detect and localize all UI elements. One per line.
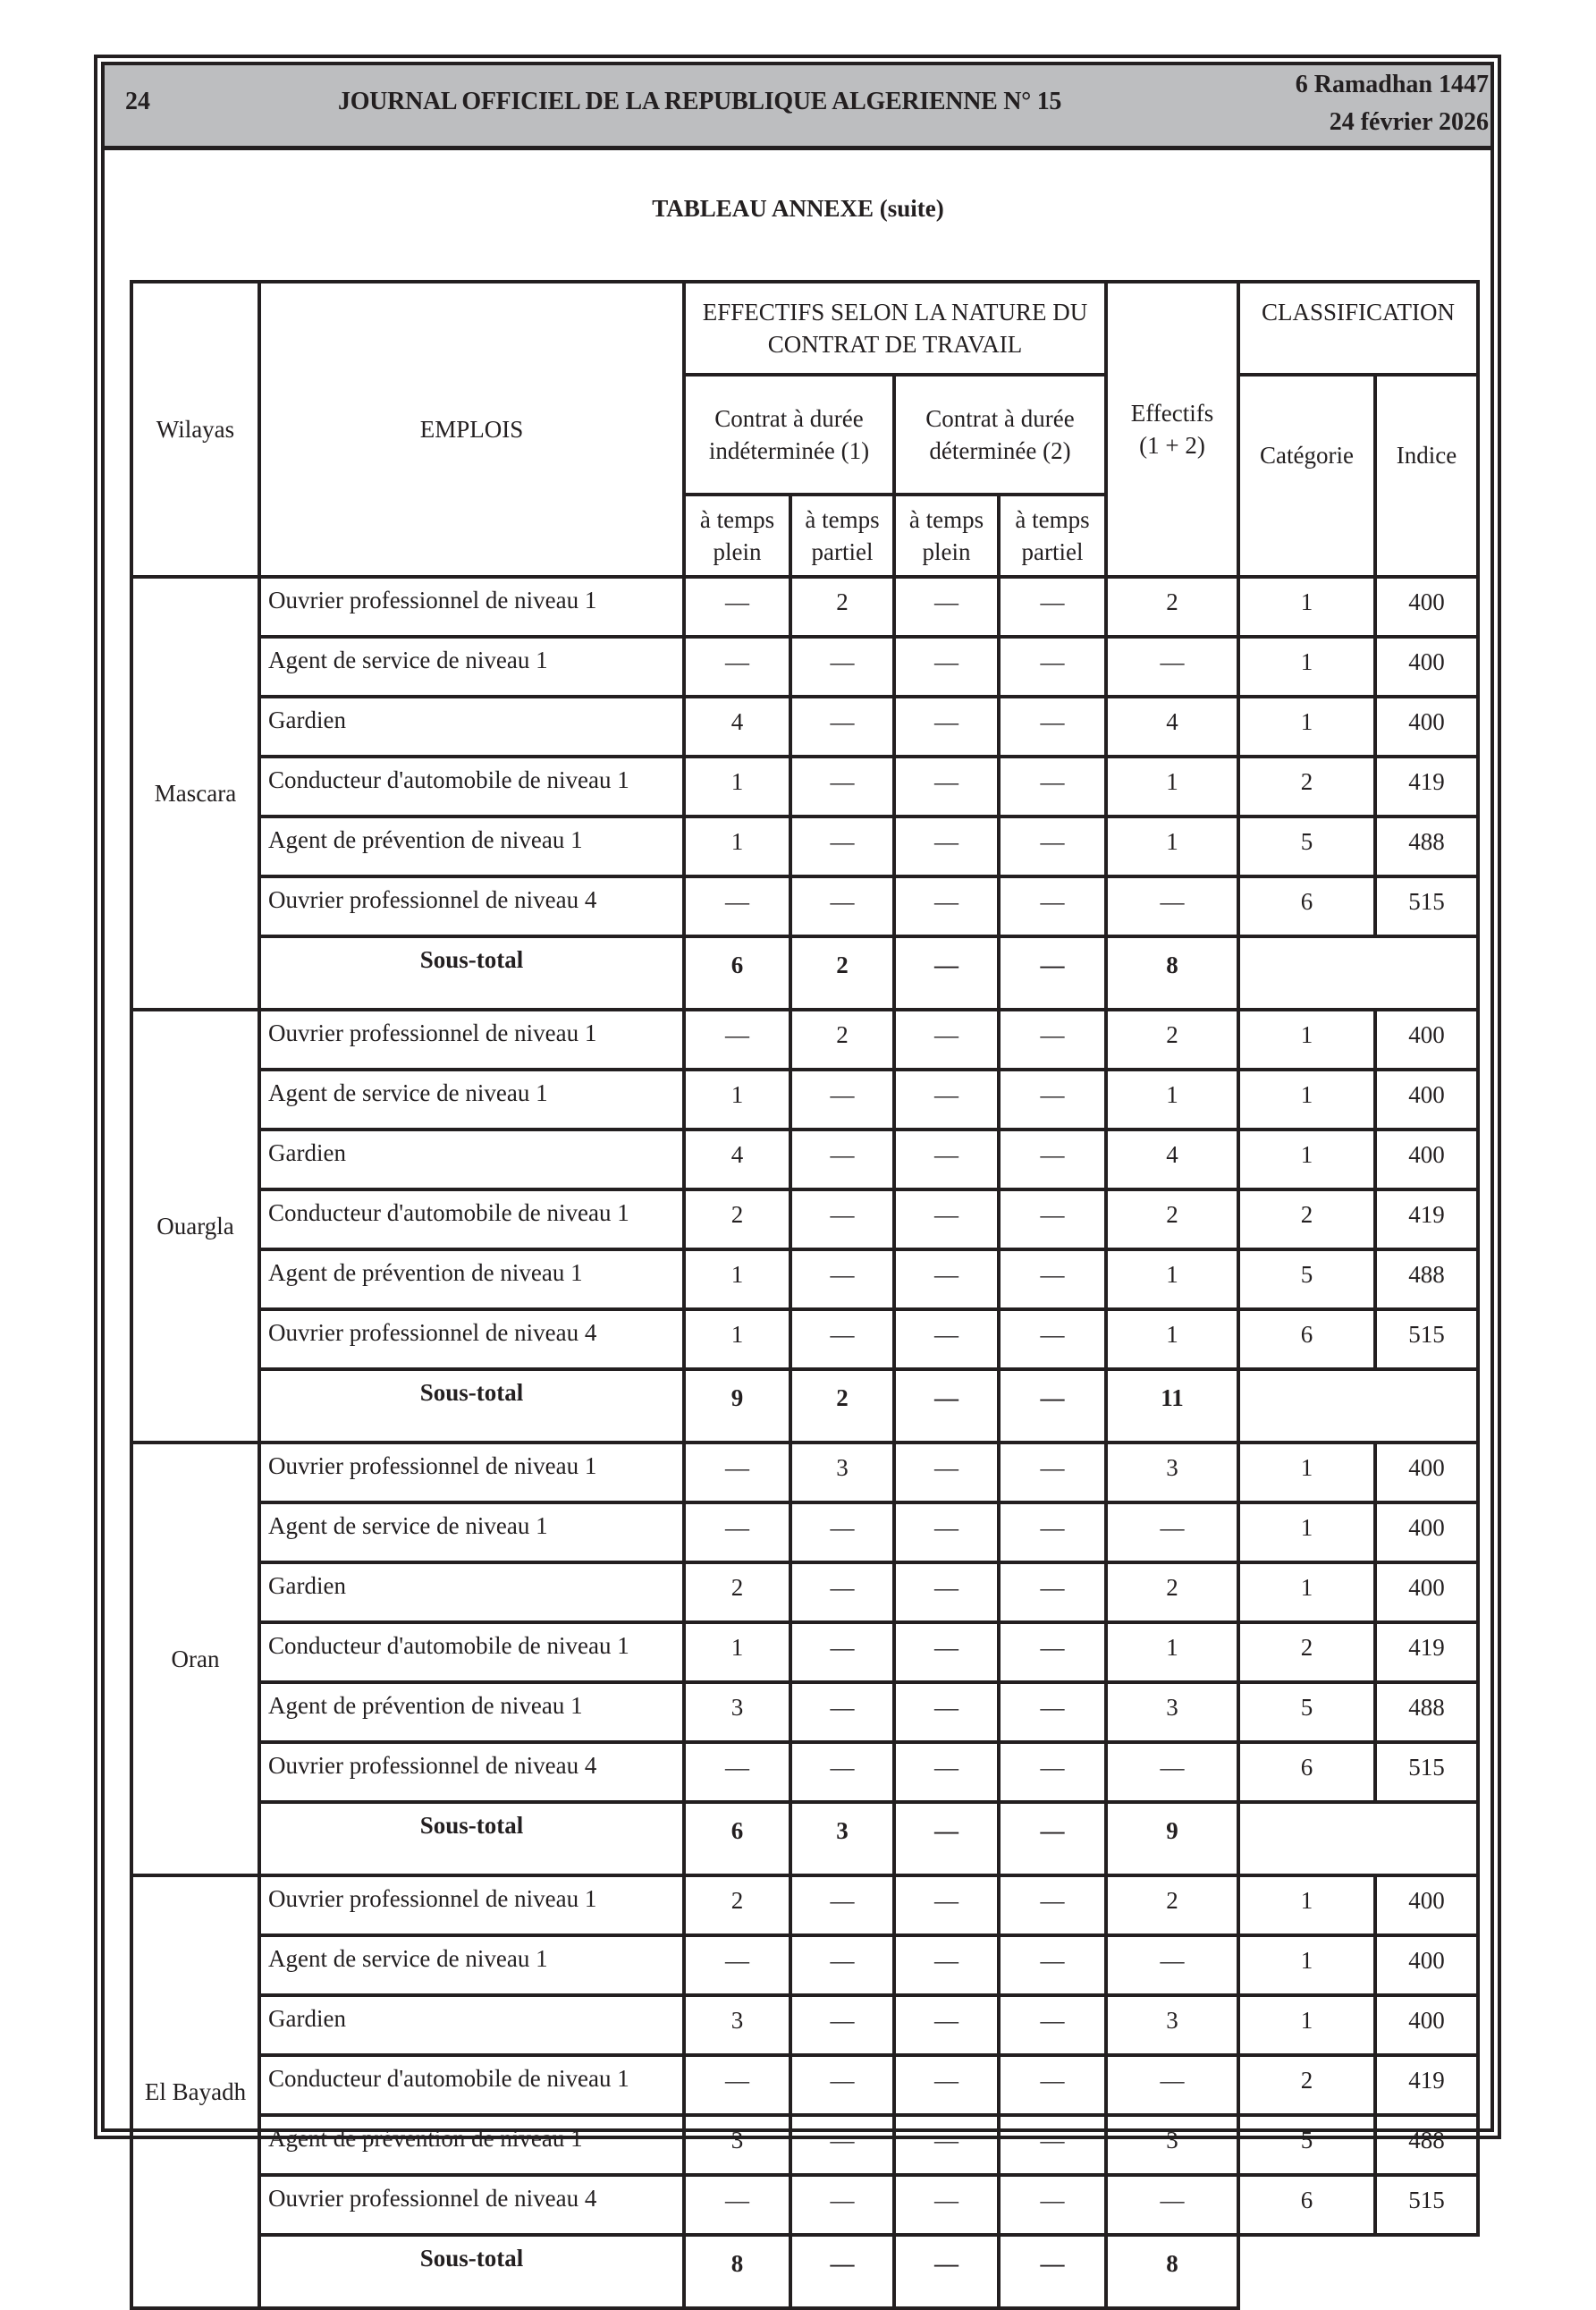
cdi-plein-cell: — — [684, 1010, 790, 1070]
table-row — [131, 1935, 1478, 1995]
categorie-cell: 6 — [1238, 1742, 1375, 1802]
col-header-cdi-plein: à temps plein — [684, 495, 790, 577]
cdd-partiel-cell: — — [999, 876, 1106, 936]
categorie-cell: 1 — [1238, 1010, 1375, 1070]
total-cell: — — [1106, 2175, 1238, 2235]
table-row — [131, 697, 1478, 757]
cdd-partiel-cell: — — [999, 1682, 1106, 1742]
emploi-cell: Agent de prévention de niveau 1 — [259, 817, 684, 876]
emploi-cell: Ouvrier professionnel de niveau 4 — [259, 2175, 684, 2235]
cdi-partiel-cell: — — [790, 1130, 894, 1189]
cdi-partiel-cell: — — [790, 1875, 894, 1935]
cdi-partiel-cell: 3 — [790, 1443, 894, 1502]
cdd-plein-cell: — — [894, 637, 999, 697]
cdd-partiel-cell: — — [999, 1502, 1106, 1562]
cdd-plein-cell: — — [894, 1189, 999, 1249]
cdd-partiel-cell: — — [999, 1875, 1106, 1935]
indice-cell: 515 — [1375, 2175, 1478, 2235]
table-row — [131, 1875, 1478, 1935]
indice-cell: 400 — [1375, 637, 1478, 697]
col-header-classification: CLASSIFICATION — [1238, 282, 1478, 375]
cdd-plein-cell: — — [894, 1562, 999, 1622]
sous-total-total: 11 — [1106, 1369, 1238, 1443]
cdi-plein-cell: 1 — [684, 1622, 790, 1682]
cdi-partiel-cell: — — [790, 697, 894, 757]
cdi-plein-cell: 4 — [684, 1130, 790, 1189]
cdd-partiel-cell: — — [999, 1443, 1106, 1502]
cdd-plein-cell: — — [894, 1935, 999, 1995]
cdi-partiel-cell: — — [790, 1562, 894, 1622]
table-row — [131, 1249, 1478, 1309]
cdd-partiel-cell: — — [999, 1309, 1106, 1369]
cdi-plein-cell: 1 — [684, 1070, 790, 1130]
cdi-partiel-cell: 2 — [790, 577, 894, 637]
table-body — [131, 577, 1478, 2308]
indice-cell: 515 — [1375, 1742, 1478, 1802]
sous-total-cdi-plein: 9 — [684, 1369, 790, 1443]
cdd-plein-cell: — — [894, 1742, 999, 1802]
categorie-cell: 6 — [1238, 876, 1375, 936]
categorie-cell: 1 — [1238, 1502, 1375, 1562]
sous-total-cdi-partiel: — — [790, 2235, 894, 2308]
col-header-effectifs-total: Effectifs (1 + 2) — [1106, 282, 1238, 577]
cdd-plein-cell: — — [894, 1622, 999, 1682]
cdi-plein-cell: 2 — [684, 1189, 790, 1249]
indice-cell: 419 — [1375, 1622, 1478, 1682]
table-row — [131, 2115, 1478, 2175]
cdd-partiel-cell: — — [999, 697, 1106, 757]
cdi-partiel-cell: — — [790, 1742, 894, 1802]
sous-total-cdd-partiel: — — [999, 2235, 1106, 2308]
emploi-cell: Agent de service de niveau 1 — [259, 1502, 684, 1562]
total-cell: — — [1106, 876, 1238, 936]
col-header-cdd-partiel: à temps partiel — [999, 495, 1106, 577]
total-cell: 2 — [1106, 577, 1238, 637]
cdd-partiel-cell: — — [999, 2115, 1106, 2175]
total-cell: 2 — [1106, 1875, 1238, 1935]
cdd-partiel-cell: — — [999, 817, 1106, 876]
table-row — [131, 1130, 1478, 1189]
sous-total-label: Sous-total — [259, 1802, 684, 1875]
cdd-plein-cell: — — [894, 2175, 999, 2235]
cdi-partiel-cell: 2 — [790, 1010, 894, 1070]
cdd-plein-cell: — — [894, 1875, 999, 1935]
total-cell: 3 — [1106, 2115, 1238, 2175]
wilaya-name: El Bayadh — [131, 1875, 259, 2308]
cdi-plein-cell: — — [684, 2175, 790, 2235]
cdd-plein-cell: — — [894, 2055, 999, 2115]
indice-cell: 515 — [1375, 1309, 1478, 1369]
sous-total-cdi-plein: 6 — [684, 1802, 790, 1875]
date-gregorian: 24 février 2026 — [1329, 108, 1489, 136]
table-row — [131, 1995, 1478, 2055]
col-header-categorie: Catégorie — [1238, 375, 1375, 577]
categorie-cell: 2 — [1238, 1189, 1375, 1249]
emploi-cell: Ouvrier professionnel de niveau 4 — [259, 1742, 684, 1802]
sous-total-cdd-partiel: — — [999, 1802, 1106, 1875]
sous-total-classification-empty — [1238, 936, 1478, 1010]
cdd-plein-cell: — — [894, 1443, 999, 1502]
emploi-cell: Conducteur d'automobile de niveau 1 — [259, 757, 684, 817]
table-title: TABLEAU ANNEXE (suite) — [652, 195, 944, 222]
col-header-indice: Indice — [1375, 375, 1478, 577]
emploi-cell: Gardien — [259, 1562, 684, 1622]
total-cell: 1 — [1106, 1309, 1238, 1369]
emploi-cell: Ouvrier professionnel de niveau 1 — [259, 1443, 684, 1502]
table-row — [131, 1622, 1478, 1682]
indice-cell: 488 — [1375, 1249, 1478, 1309]
indice-cell: 419 — [1375, 2055, 1478, 2115]
cdi-plein-cell: 3 — [684, 1995, 790, 2055]
cdd-partiel-cell: — — [999, 1622, 1106, 1682]
emploi-cell: Conducteur d'automobile de niveau 1 — [259, 1189, 684, 1249]
cdi-plein-cell: 1 — [684, 1309, 790, 1369]
emploi-cell: Agent de service de niveau 1 — [259, 1935, 684, 1995]
table-row — [131, 1010, 1478, 1070]
cdi-plein-cell: — — [684, 2055, 790, 2115]
total-cell: 3 — [1106, 1682, 1238, 1742]
cdd-plein-cell: — — [894, 757, 999, 817]
cdi-plein-cell: 2 — [684, 1562, 790, 1622]
col-header-cdd: Contrat à durée déterminée (2) — [894, 375, 1106, 495]
cdd-partiel-cell: — — [999, 757, 1106, 817]
categorie-cell: 2 — [1238, 2055, 1375, 2115]
col-header-emplois: EMPLOIS — [259, 282, 684, 577]
cdi-plein-cell: 1 — [684, 1249, 790, 1309]
total-cell: 4 — [1106, 1130, 1238, 1189]
sous-total-cdi-partiel: 2 — [790, 936, 894, 1010]
cdd-plein-cell: — — [894, 1070, 999, 1130]
table-row — [131, 1189, 1478, 1249]
emploi-cell: Ouvrier professionnel de niveau 1 — [259, 1875, 684, 1935]
categorie-cell: 1 — [1238, 1935, 1375, 1995]
cdd-partiel-cell: — — [999, 1995, 1106, 2055]
cdi-plein-cell: 3 — [684, 1682, 790, 1742]
indice-cell: 400 — [1375, 1070, 1478, 1130]
categorie-cell: 6 — [1238, 1309, 1375, 1369]
cdd-partiel-cell: — — [999, 1249, 1106, 1309]
sous-total-cdi-partiel: 2 — [790, 1369, 894, 1443]
col-header-cdi: Contrat à durée indéterminée (1) — [684, 375, 894, 495]
total-cell: 1 — [1106, 1070, 1238, 1130]
indice-cell: 400 — [1375, 1875, 1478, 1935]
total-cell: 2 — [1106, 1189, 1238, 1249]
emploi-cell: Agent de prévention de niveau 1 — [259, 2115, 684, 2175]
sous-total-label: Sous-total — [259, 2235, 684, 2308]
cdd-plein-cell: — — [894, 1010, 999, 1070]
cdi-partiel-cell: — — [790, 1995, 894, 2055]
total-cell: — — [1106, 1742, 1238, 1802]
cdd-plein-cell: — — [894, 2115, 999, 2175]
cdd-partiel-cell: — — [999, 2175, 1106, 2235]
cdi-plein-cell: — — [684, 1443, 790, 1502]
cdi-partiel-cell: — — [790, 1309, 894, 1369]
categorie-cell: 1 — [1238, 697, 1375, 757]
cdd-plein-cell: — — [894, 577, 999, 637]
date-block — [1296, 66, 1489, 141]
cdi-partiel-cell: — — [790, 817, 894, 876]
cdi-partiel-cell: — — [790, 757, 894, 817]
page-number: 24 — [125, 88, 150, 115]
sous-total-row — [131, 1802, 1478, 1875]
sous-total-row — [131, 936, 1478, 1010]
cdd-plein-cell: — — [894, 876, 999, 936]
cdd-plein-cell: — — [894, 1130, 999, 1189]
cdi-partiel-cell: — — [790, 1502, 894, 1562]
indice-cell: 400 — [1375, 697, 1478, 757]
cdi-partiel-cell: — — [790, 1249, 894, 1309]
table-row — [131, 1682, 1478, 1742]
cdi-plein-cell: 3 — [684, 2115, 790, 2175]
indice-cell: 488 — [1375, 817, 1478, 876]
indice-cell: 400 — [1375, 1502, 1478, 1562]
cdi-plein-cell: — — [684, 637, 790, 697]
cdd-plein-cell: — — [894, 1502, 999, 1562]
col-header-cdi-partiel: à temps partiel — [790, 495, 894, 577]
categorie-cell: 5 — [1238, 1249, 1375, 1309]
cdi-partiel-cell: — — [790, 1935, 894, 1995]
cdd-partiel-cell: — — [999, 2055, 1106, 2115]
cdd-partiel-cell: — — [999, 1935, 1106, 1995]
table-row — [131, 1562, 1478, 1622]
annex-table — [130, 280, 1480, 2310]
cdi-plein-cell: — — [684, 876, 790, 936]
total-cell: 2 — [1106, 1010, 1238, 1070]
emploi-cell: Agent de service de niveau 1 — [259, 1070, 684, 1130]
emploi-cell: Agent de prévention de niveau 1 — [259, 1249, 684, 1309]
table-row — [131, 757, 1478, 817]
cdi-partiel-cell: — — [790, 1070, 894, 1130]
sous-total-cdi-plein: 8 — [684, 2235, 790, 2308]
indice-cell: 419 — [1375, 757, 1478, 817]
indice-cell: 400 — [1375, 1443, 1478, 1502]
emploi-cell: Ouvrier professionnel de niveau 1 — [259, 577, 684, 637]
total-cell: — — [1106, 1502, 1238, 1562]
cdi-plein-cell: — — [684, 1935, 790, 1995]
sous-total-classification-empty — [1238, 1802, 1478, 1875]
indice-cell: 488 — [1375, 2115, 1478, 2175]
date-hijri: 6 Ramadhan 1447 — [1295, 71, 1489, 98]
categorie-cell: 2 — [1238, 757, 1375, 817]
emploi-cell: Ouvrier professionnel de niveau 4 — [259, 876, 684, 936]
categorie-cell: 1 — [1238, 1130, 1375, 1189]
wilaya-name: Ouargla — [131, 1010, 259, 1443]
indice-cell: 400 — [1375, 1130, 1478, 1189]
categorie-cell: 1 — [1238, 1443, 1375, 1502]
cdi-plein-cell: — — [684, 1742, 790, 1802]
total-cell: 1 — [1106, 757, 1238, 817]
sous-total-cdd-partiel: — — [999, 1369, 1106, 1443]
total-cell: — — [1106, 2055, 1238, 2115]
wilaya-name: Mascara — [131, 577, 259, 1010]
sous-total-classification-empty — [1238, 2235, 1478, 2308]
cdi-partiel-cell: — — [790, 1189, 894, 1249]
categorie-cell: 1 — [1238, 577, 1375, 637]
total-cell: 1 — [1106, 1622, 1238, 1682]
categorie-cell: 1 — [1238, 637, 1375, 697]
categorie-cell: 1 — [1238, 1995, 1375, 2055]
categorie-cell: 5 — [1238, 1682, 1375, 1742]
sous-total-cdi-plein: 6 — [684, 936, 790, 1010]
categorie-cell: 5 — [1238, 2115, 1375, 2175]
total-cell: — — [1106, 1935, 1238, 1995]
table-row — [131, 1443, 1478, 1502]
sous-total-classification-empty — [1238, 1369, 1478, 1443]
cdi-plein-cell: 1 — [684, 757, 790, 817]
total-cell: 2 — [1106, 1562, 1238, 1622]
sous-total-cdi-partiel: 3 — [790, 1802, 894, 1875]
sous-total-cdd-plein: — — [894, 1802, 999, 1875]
sous-total-cdd-plein: — — [894, 936, 999, 1010]
sous-total-cdd-plein: — — [894, 2235, 999, 2308]
categorie-cell: 1 — [1238, 1562, 1375, 1622]
total-cell: — — [1106, 637, 1238, 697]
emploi-cell: Gardien — [259, 1995, 684, 2055]
cdd-partiel-cell: — — [999, 1742, 1106, 1802]
cdi-partiel-cell: — — [790, 876, 894, 936]
cdd-plein-cell: — — [894, 1682, 999, 1742]
cdd-plein-cell: — — [894, 1249, 999, 1309]
sous-total-row — [131, 1369, 1478, 1443]
cdd-partiel-cell: — — [999, 1189, 1106, 1249]
sous-total-total: 8 — [1106, 936, 1238, 1010]
emploi-cell: Conducteur d'automobile de niveau 1 — [259, 1622, 684, 1682]
total-cell: 1 — [1106, 1249, 1238, 1309]
table-row — [131, 637, 1478, 697]
table-row — [131, 876, 1478, 936]
cdi-partiel-cell: — — [790, 2115, 894, 2175]
sous-total-label: Sous-total — [259, 936, 684, 1010]
categorie-cell: 5 — [1238, 817, 1375, 876]
table-row — [131, 1070, 1478, 1130]
cdi-partiel-cell: — — [790, 637, 894, 697]
emploi-cell: Gardien — [259, 1130, 684, 1189]
indice-cell: 400 — [1375, 1010, 1478, 1070]
indice-cell: 400 — [1375, 577, 1478, 637]
table-row — [131, 1502, 1478, 1562]
indice-cell: 400 — [1375, 1562, 1478, 1622]
total-cell: 3 — [1106, 1995, 1238, 2055]
emploi-cell: Agent de service de niveau 1 — [259, 637, 684, 697]
cdd-partiel-cell: — — [999, 577, 1106, 637]
table-row — [131, 1742, 1478, 1802]
sous-total-row — [131, 2235, 1478, 2308]
cdi-plein-cell: 2 — [684, 1875, 790, 1935]
emploi-cell: Gardien — [259, 697, 684, 757]
cdi-plein-cell: 1 — [684, 817, 790, 876]
cdi-partiel-cell: — — [790, 1622, 894, 1682]
categorie-cell: 2 — [1238, 1622, 1375, 1682]
cdi-plein-cell: — — [684, 577, 790, 637]
cdi-partiel-cell: — — [790, 1682, 894, 1742]
indice-cell: 419 — [1375, 1189, 1478, 1249]
indice-cell: 515 — [1375, 876, 1478, 936]
cdd-partiel-cell: — — [999, 1562, 1106, 1622]
total-cell: 4 — [1106, 697, 1238, 757]
col-header-cdd-plein: à temps plein — [894, 495, 999, 577]
cdd-plein-cell: — — [894, 1309, 999, 1369]
col-header-effectifs-group: EFFECTIFS SELON LA NATURE DU CONTRAT DE TRAVAIL — [684, 282, 1106, 375]
total-cell: 3 — [1106, 1443, 1238, 1502]
table-row — [131, 577, 1478, 637]
categorie-cell: 1 — [1238, 1875, 1375, 1935]
cdd-plein-cell: — — [894, 817, 999, 876]
table-row — [131, 2175, 1478, 2235]
emploi-cell: Conducteur d'automobile de niveau 1 — [259, 2055, 684, 2115]
cdi-partiel-cell: — — [790, 2055, 894, 2115]
emploi-cell: Ouvrier professionnel de niveau 1 — [259, 1010, 684, 1070]
categorie-cell: 6 — [1238, 2175, 1375, 2235]
table-row — [131, 817, 1478, 876]
emploi-cell: Ouvrier professionnel de niveau 4 — [259, 1309, 684, 1369]
indice-cell: 400 — [1375, 1935, 1478, 1995]
indice-cell: 400 — [1375, 1995, 1478, 2055]
cdd-plein-cell: — — [894, 1995, 999, 2055]
total-cell: 1 — [1106, 817, 1238, 876]
cdd-plein-cell: — — [894, 697, 999, 757]
col-header-wilayas: Wilayas — [131, 282, 259, 577]
sous-total-total: 9 — [1106, 1802, 1238, 1875]
cdd-partiel-cell: — — [999, 637, 1106, 697]
sous-total-total: 8 — [1106, 2235, 1238, 2308]
wilaya-name: Oran — [131, 1443, 259, 1875]
cdi-plein-cell: 4 — [684, 697, 790, 757]
cdd-partiel-cell: — — [999, 1010, 1106, 1070]
emploi-cell: Agent de prévention de niveau 1 — [259, 1682, 684, 1742]
table-row — [131, 2055, 1478, 2115]
sous-total-cdd-plein: — — [894, 1369, 999, 1443]
table-header — [131, 282, 1478, 577]
indice-cell: 488 — [1375, 1682, 1478, 1742]
journal-title: JOURNAL OFFICIEL DE LA REPUBLIQUE ALGERIENNE N° 15 — [338, 88, 1062, 115]
cdd-partiel-cell: — — [999, 1130, 1106, 1189]
cdd-partiel-cell: — — [999, 1070, 1106, 1130]
cdi-partiel-cell: — — [790, 2175, 894, 2235]
cdi-plein-cell: — — [684, 1502, 790, 1562]
table-row — [131, 1309, 1478, 1369]
sous-total-label: Sous-total — [259, 1369, 684, 1443]
categorie-cell: 1 — [1238, 1070, 1375, 1130]
sous-total-cdd-partiel: — — [999, 936, 1106, 1010]
